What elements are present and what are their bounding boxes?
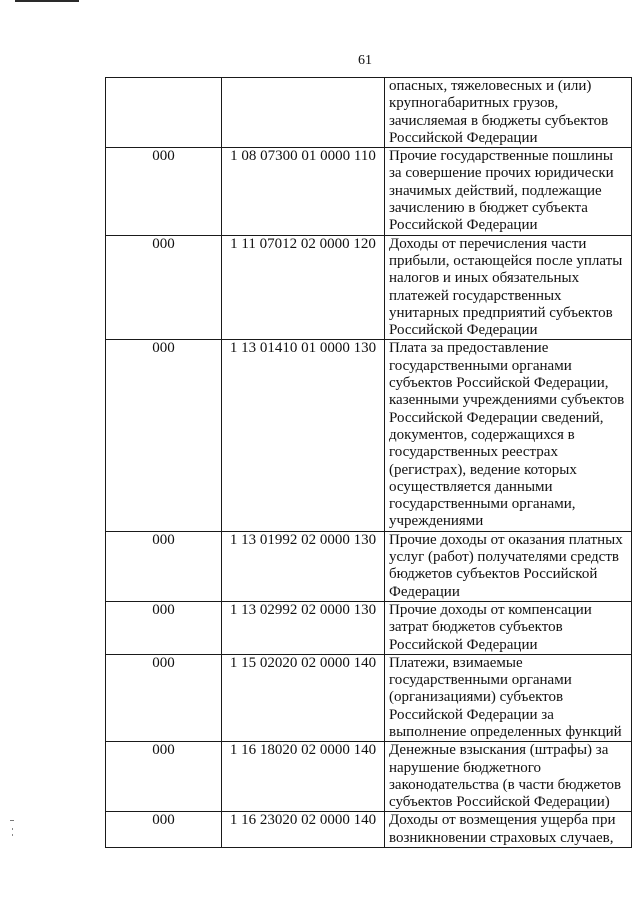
admin-code-cell: 000: [106, 601, 222, 654]
scan-edge-mark: [15, 0, 79, 2]
budget-code-cell: 1 13 01992 02 0000 130: [222, 531, 385, 601]
description-line: государственных реестрах: [389, 444, 558, 461]
budget-codes-table: [105, 77, 632, 848]
description-line: государственными органами: [389, 672, 572, 689]
budget-code-cell: [222, 78, 385, 148]
description-line: налогов и иных обязательных: [389, 270, 580, 287]
scan-speck: [12, 834, 13, 836]
description-line: Российской Федерации сведений,: [389, 409, 604, 426]
description-line: за совершение прочих юридически: [389, 165, 614, 182]
description-line: унитарных предприятий субъектов: [389, 304, 613, 321]
budget-code-cell: 1 08 07300 01 0000 110: [222, 148, 385, 235]
table-row: [106, 235, 632, 340]
budget-code-cell: 1 16 23020 02 0000 140: [222, 812, 385, 848]
table-row: [106, 531, 632, 601]
description-line: Денежные взыскания (штрафы) за: [389, 742, 609, 759]
admin-code-cell: 000: [106, 235, 222, 340]
description-line: значимых действий, подлежащие: [389, 182, 602, 199]
description-line: государственными органами: [389, 357, 572, 374]
description-line: зачислению в бюджет субъекта: [389, 200, 588, 217]
admin-code-cell: 000: [106, 148, 222, 235]
admin-code-cell: 000: [106, 531, 222, 601]
description-cell: [385, 654, 632, 741]
description-line: Российской Федерации: [389, 322, 538, 339]
description-line: выполнение определенных функций: [389, 723, 622, 740]
description-line: Российской Федерации за: [389, 706, 554, 723]
description-line: затрат бюджетов субъектов: [389, 619, 563, 636]
description-line: (организациями) субъектов: [389, 689, 564, 706]
table-body: [106, 78, 632, 848]
admin-code-cell: 000: [106, 654, 222, 741]
description-line: зачисляемая в бюджеты субъектов: [389, 112, 609, 129]
description-cell: [385, 812, 632, 848]
description-line: Российской Федерации: [389, 129, 538, 146]
budget-code-cell: 1 13 01410 01 0000 130: [222, 340, 385, 531]
budget-code-cell: 1 11 07012 02 0000 120: [222, 235, 385, 340]
admin-code-cell: 000: [106, 742, 222, 812]
scan-speck: [10, 820, 14, 821]
budget-code-cell: 1 13 02992 02 0000 130: [222, 601, 385, 654]
description-line: (регистрах), ведение которых: [389, 461, 577, 478]
table-row: [106, 78, 632, 148]
description-cell: [385, 742, 632, 812]
admin-code-cell: 000: [106, 812, 222, 848]
scan-speck: [12, 828, 13, 830]
description-line: казенными учреждениями субъектов: [389, 392, 625, 409]
description-line: возникновении страховых случаев,: [389, 829, 614, 846]
budget-code-cell: 1 15 02020 02 0000 140: [222, 654, 385, 741]
description-cell: [385, 235, 632, 340]
description-line: государственными органами,: [389, 496, 576, 513]
table-row: [106, 148, 632, 235]
description-line: прибыли, остающейся после уплаты: [389, 252, 623, 269]
description-line: субъектов Российской Федерации,: [389, 375, 609, 392]
budget-code-cell: 1 16 18020 02 0000 140: [222, 742, 385, 812]
description-line: Федерации: [389, 583, 460, 600]
description-line: платежей государственных: [389, 287, 562, 304]
page-number: 61: [358, 53, 372, 68]
description-cell: [385, 601, 632, 654]
description-cell: [385, 148, 632, 235]
description-line: субъектов Российской Федерации): [389, 794, 610, 811]
description-line: Прочие доходы от компенсации: [389, 601, 592, 618]
table-row: [106, 654, 632, 741]
description-line: учреждениями: [389, 513, 484, 530]
description-line: Российской Федерации: [389, 217, 538, 234]
table-row: [106, 812, 632, 848]
description-line: осуществляется данными: [389, 478, 553, 495]
description-line: Прочие государственные пошлины: [389, 148, 613, 165]
description-line: бюджетов субъектов Российской: [389, 566, 598, 583]
description-cell: [385, 340, 632, 531]
table-row: [106, 742, 632, 812]
description-line: опасных, тяжеловесных и (или): [389, 78, 592, 94]
description-cell: [385, 531, 632, 601]
description-line: Доходы от перечисления части: [389, 235, 587, 252]
admin-code-cell: 000: [106, 340, 222, 531]
description-line: крупногабаритных грузов,: [389, 95, 559, 112]
description-line: Доходы от возмещения ущерба при: [389, 812, 616, 829]
description-line: услуг (работ) получателями средств: [389, 549, 619, 566]
description-line: Платежи, взимаемые: [389, 654, 523, 671]
table-row: [106, 601, 632, 654]
description-line: нарушение бюджетного: [389, 759, 542, 776]
description-line: документов, содержащихся в: [389, 426, 575, 443]
description-line: Прочие доходы от оказания платных: [389, 531, 623, 548]
table-row: [106, 340, 632, 531]
description-line: Российской Федерации: [389, 636, 538, 653]
admin-code-cell: [106, 78, 222, 148]
description-line: законодательства (в части бюджетов: [389, 776, 622, 793]
description-line: Плата за предоставление: [389, 340, 549, 357]
description-cell: [385, 78, 632, 148]
